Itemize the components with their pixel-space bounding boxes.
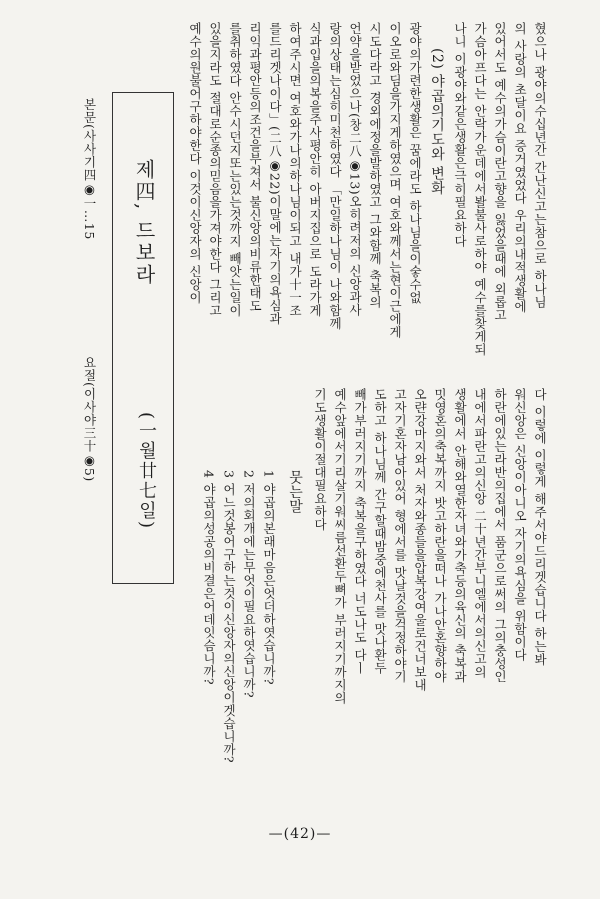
upper-column-7: 광야의가련한생활은 꿈에라도 하나님을이숳수없 [407, 22, 423, 304]
lower-column-11: 예수앞에서기리살기워씨름선환두뼈가 부러지기까지의 [332, 388, 348, 705]
upper-column-2: 의 사랑의 초달이요 증거였었다 우리의내적생활에 [512, 22, 528, 313]
lower-column-6: 밋영혼의축복까지 밧고하란을떠나 가나안혼향하야 [432, 388, 448, 683]
lesson-title: 제四, 드보라 [132, 159, 156, 286]
scripture-main: 본문(사사기四◉一…15 [82, 98, 97, 240]
lower-column-7: 오랸강마지와서 처자와종들을압복강여울로건너보내 [412, 388, 428, 692]
lower-column-2: 워신앙은 신앙이아니오 자기의욕심을 위함이다 [512, 388, 528, 662]
upper-column-12: 식과입을의복을주사평안히 아버지집으로 도라가게 [307, 22, 323, 317]
scripture-memory: 요절(이사야三十◉5) [82, 356, 97, 482]
upper-column-16: 를취하였다 안수시던지또는있는것까지 빼앗는일이 [227, 22, 243, 317]
lower-column-10: 빼가부러지기까지 축복을구하였다 너도나도 다ㅣ [352, 388, 368, 675]
upper-column-15: 리익과평안등의조건을부쳐서 불신앙의비류한태도 [247, 22, 263, 313]
upper-column-14: 를드리겟나이다」(二八◉22)이말에는자기의욕심과 [267, 22, 283, 326]
lower-column-4: 내에서파란고의신앙 二十년간부니엘에서의신고의 [472, 388, 488, 679]
upper-column-4: 가슴아프다는 안락가운데에서봘불사로하야 예수를찾게되 [472, 22, 488, 356]
lesson-date: (一월廿七일) [136, 412, 157, 531]
page-number: —(42)— [268, 826, 332, 842]
lower-column-9: 도하고 하나님께 간구할때밤중에천사를 맛나환두 [372, 388, 388, 675]
questions-heading: 뭇는말 [287, 470, 303, 514]
lower-column-8: 고자기혼자남아있어 형에서를 맛날것을걱정하야기 [392, 388, 408, 683]
question-4: 4 야곱의성공의비결은어데잇슴니까? [201, 470, 217, 686]
upper-column-1: 혔으나 광야의수십년간 간난신고는참으로 하나님 [532, 22, 548, 309]
upper-column-11: 랑의상태는심히미천하였다 「만일하나님이 나와함께 [327, 22, 343, 330]
section-heading: (2) 야곱의기도와 변화 [429, 48, 445, 196]
question-3: 3 어느것봉어구하는것이신앙자의신앙이겟습니까? [221, 470, 237, 764]
lower-column-5: 생활에서 안해와열한자녀와가축등의육신의 축복과 [452, 388, 468, 683]
upper-column-13: 하여주시면 여호와가나의하나님이되고 내가十一조 [287, 22, 303, 317]
upper-column-9: 시도다라고 경외에정을발하였고 그와함께 축복의 [367, 22, 383, 309]
lower-column-3: 하란에있는라반의집에서 품군으로써의 그의충성인 [492, 388, 508, 683]
question-2: 2 저의회개에는무엇이필요하엿습니까? [241, 470, 257, 699]
upper-column-8: 이오로와딤을가지게하였으며 여호와께서는현이근에게 [387, 22, 403, 339]
lower-column-1: 다 이렇에 이렇게 해주서야드리겟습니다 하는봐 [532, 388, 548, 666]
upper-column-18: 예수의원불어구하야한다 이것이신앙자의 신앙이 [187, 22, 203, 304]
upper-column-10: 언약을받었으나(창二八◉13)오히려저의 신앙과사 [347, 22, 363, 317]
upper-column-5: 나니 이광야와같은생활은극히필요하다 [452, 22, 468, 248]
upper-column-3: 있어서도 예수의가슴이란고향을 잃었을때에 외롭고 [492, 22, 508, 322]
lower-column-12: 기도생활이절대필요하다 [312, 388, 328, 531]
question-1: 1 야곱의본래마음은엇더하엿습니까? [261, 470, 277, 686]
upper-column-17: 있을지라도 절대로순종의믿음을가져야한다 그리고 [207, 22, 223, 317]
